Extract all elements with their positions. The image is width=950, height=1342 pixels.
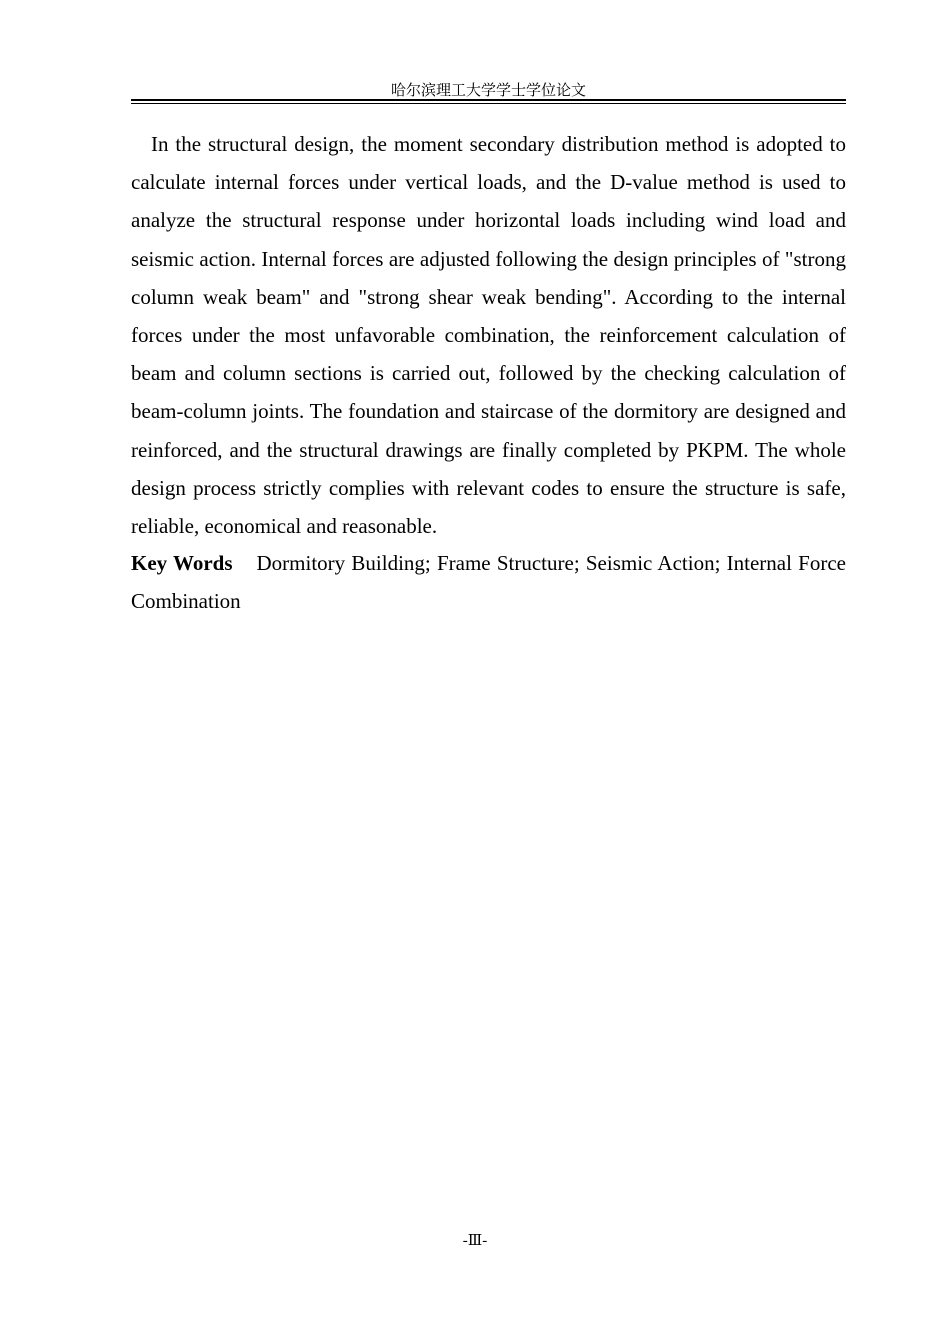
header-rule-thick bbox=[131, 99, 846, 101]
page-header-title: 哈尔滨理工大学学士学位论文 bbox=[390, 81, 586, 99]
keywords-text: Dormitory Building; Frame Structure; Seismic Action; Internal Force Combination bbox=[131, 551, 846, 614]
abstract-paragraph: In the structural design, the moment secondary distribution method is adopted to calculate internal forces under vertical loads, and the D-value method is used to analyze the structural response under horizontal loads including wind load and seismic action. Internal forces are adjusted following the design principles of "strong column weak beam" and "strong shear weak bending". According to the internal forces under the most unfavorable combination, the reinforcement calculation of beam and column sections is carried out, followed by the checking calculation of beam-column joints. The foundation and staircase of the dormitory are designed and reinforced, and the structural drawings are finally completed by PKPM. The whole design process strictly complies with relevant codes to ensure the structure is safe, reliable, economical and reasonable. bbox=[131, 132, 846, 539]
keywords-label: Key Words bbox=[131, 551, 233, 575]
keywords-line bbox=[131, 544, 846, 620]
page-number: -Ⅲ- bbox=[462, 1233, 488, 1249]
header-rule-thin bbox=[131, 103, 846, 104]
